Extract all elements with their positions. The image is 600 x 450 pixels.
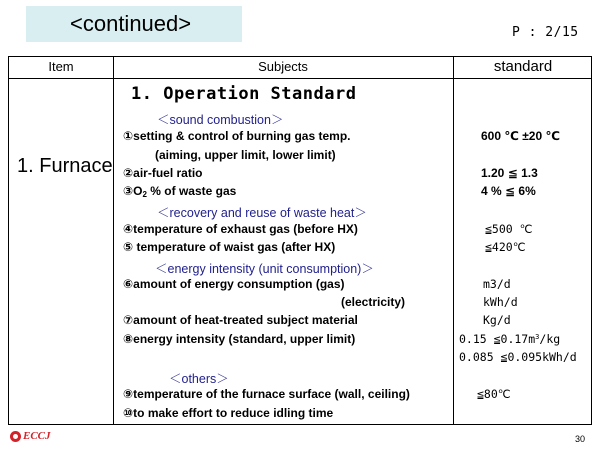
eccj-logo-text: ECCJ [23, 430, 51, 442]
standard-furnace-surface-temp: ≦80℃ [477, 387, 511, 401]
continued-banner: <continued> [26, 6, 242, 42]
standard-air-fuel-ratio: 1.20 ≦ 1.3 [481, 166, 538, 180]
slide-number: 30 [575, 434, 586, 444]
category-energy-intensity: ＜energy intensity (unit consumption)＞ [155, 262, 374, 276]
subject-burning-gas-temp-limits: (aiming, upper limit, lower limit) [155, 148, 336, 162]
standard-burning-gas-temp: 600 ℃ ±20 ℃ [481, 129, 561, 143]
subject-o2-suffix: % of waste gas [146, 184, 237, 198]
standard-energy-gas-unit: m3/d [483, 277, 511, 291]
eccj-logo-icon [10, 431, 21, 442]
standard-energy-intensity-gas [459, 332, 560, 346]
page-number: P : 2/15 [512, 25, 579, 40]
subject-o2-waste-gas [123, 184, 236, 199]
standard-exhaust-gas-temp: ≦500 ℃ [485, 222, 533, 236]
subject-reduce-idling-time: ⑩to make effort to reduce idling time [123, 406, 334, 420]
column-divider-2 [453, 57, 454, 424]
subject-waist-gas-temp: ⑤ temperature of waist gas (after HX) [123, 240, 336, 254]
standard-energy-intensity-gas-prefix: 0.15 ≦0.17m [459, 332, 536, 346]
subject-energy-consumption-gas: ⑥amount of energy consumption (gas) [123, 277, 345, 291]
header-subjects: Subjects [258, 59, 308, 74]
subject-heat-treated-material: ⑦amount of heat-treated subject material [123, 313, 358, 327]
subject-o2-prefix: ③O [123, 184, 143, 198]
section-title: 1. Operation Standard [131, 84, 357, 104]
subject-burning-gas-temp: ①setting & control of burning gas temp. [123, 129, 351, 143]
standard-energy-intensity-gas-suffix: /kg [539, 332, 561, 346]
subject-o2-subscript: 2 [142, 190, 147, 199]
subject-exhaust-gas-temp: ④temperature of exhaust gas (before HX) [123, 222, 358, 236]
subject-air-fuel-ratio: ②air-fuel ratio [123, 166, 203, 180]
header-divider [9, 78, 591, 79]
standard-energy-electricity-unit: kWh/d [483, 295, 518, 309]
subject-energy-consumption-electricity: (electricity) [341, 295, 406, 309]
standard-o2-waste-gas: 4 % ≦ 6% [481, 184, 536, 198]
eccj-logo [10, 430, 51, 442]
subject-furnace-surface-temp: ⑨temperature of the furnace surface (wall, ceiling) [123, 387, 410, 401]
subject-energy-intensity: ⑧energy intensity (standard, upper limit) [123, 332, 356, 346]
operation-standard-table [8, 56, 592, 425]
standard-energy-intensity-superscript: 3 [535, 333, 540, 341]
standard-material-unit: Kg/d [483, 313, 511, 327]
standard-waist-gas-temp: ≦420℃ [485, 240, 526, 254]
header-standard: standard [493, 58, 553, 75]
category-sound-combustion: ＜sound combustion＞ [157, 113, 284, 127]
column-divider-1 [113, 57, 114, 424]
category-others: ＜others＞ [169, 372, 229, 386]
category-recovery-waste-heat: ＜recovery and reuse of waste heat＞ [157, 206, 367, 220]
standard-energy-intensity-electricity: 0.085 ≦0.095kWh/d [459, 350, 577, 364]
item-furnace: 1. Furnace [17, 155, 113, 177]
header-item: Item [48, 59, 74, 74]
